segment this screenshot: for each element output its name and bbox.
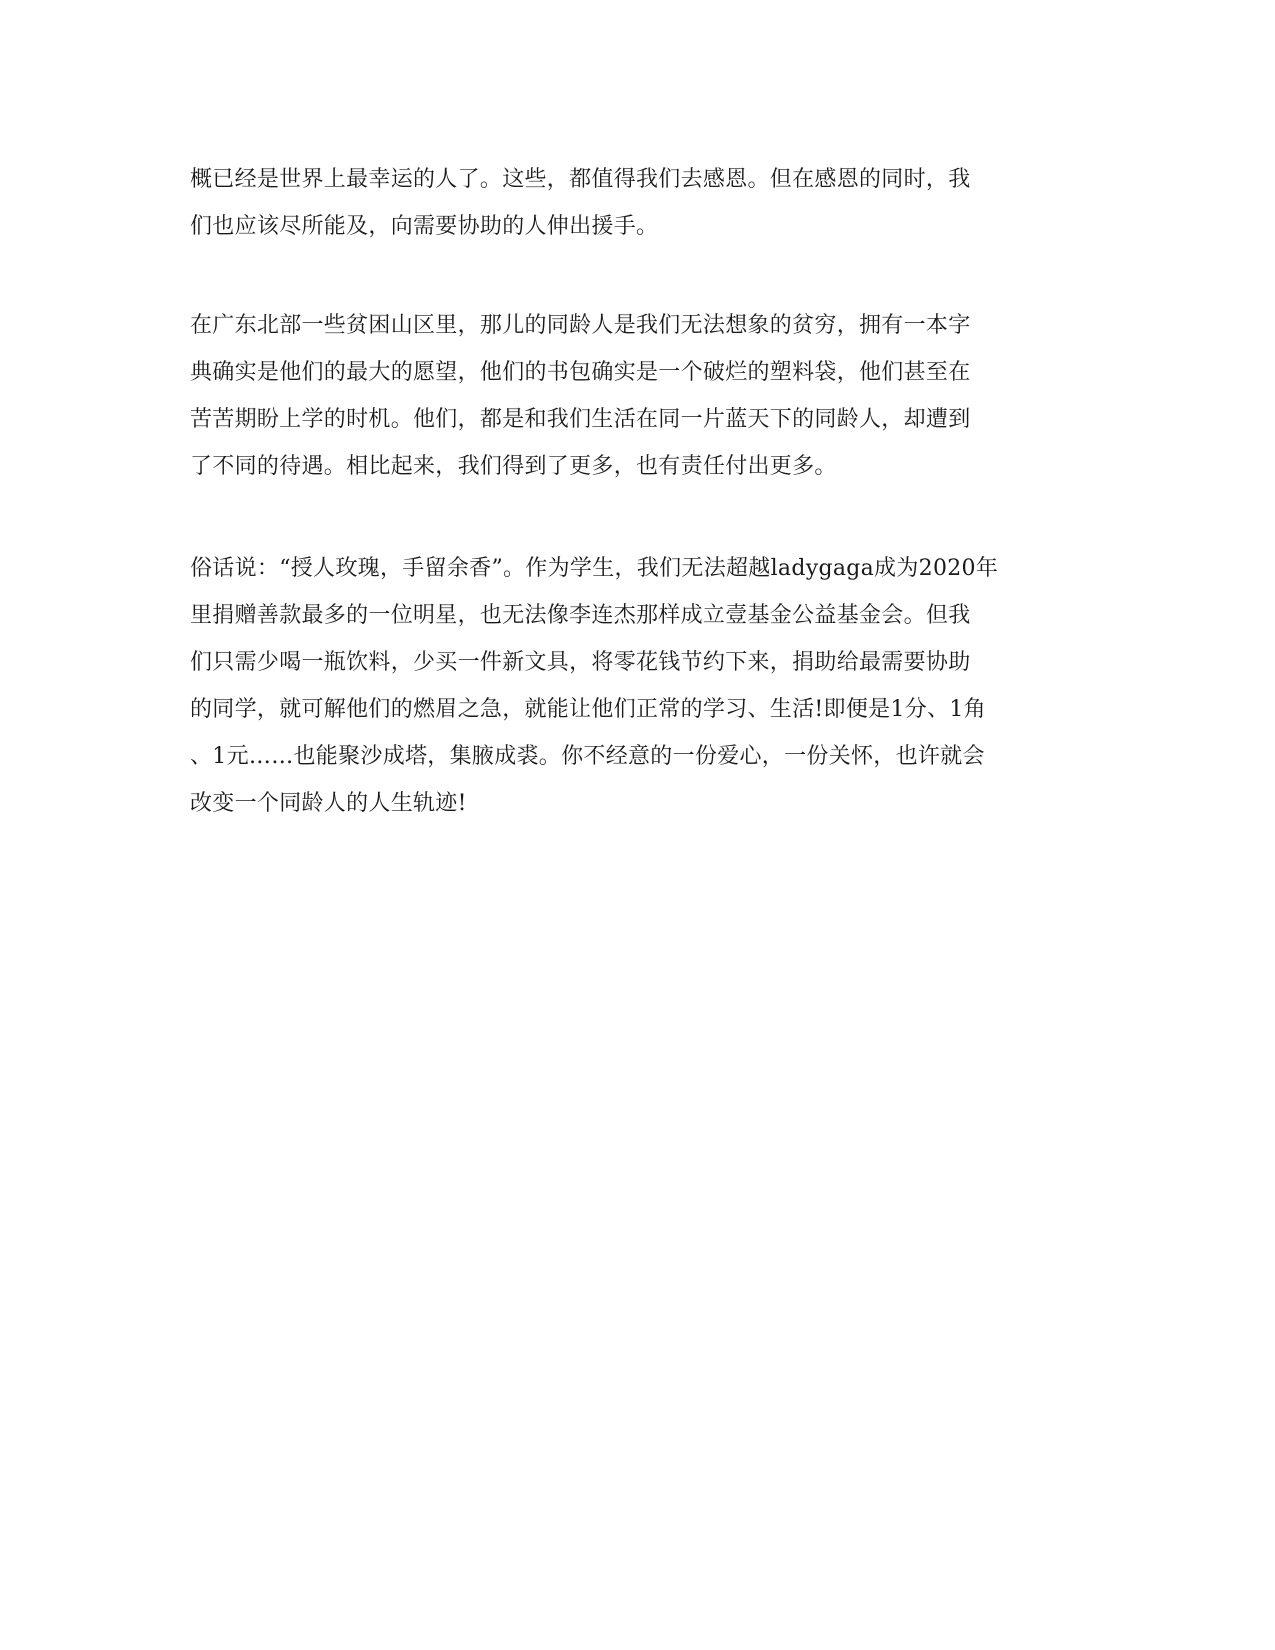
text-line: 俗话说：“授人玫瑰，手留余香”。作为学生，我们无法超越ladygaga成为2020年 [190, 556, 999, 581]
text-line: 们只需少喝一瓶饮料，少买一件新文具，将零花钱节约下来，捐助给最需要协助 [190, 650, 971, 675]
text-line: 们也应该尽所能及，向需要协助的人伸出援手。 [190, 214, 659, 239]
paragraph-donation [190, 545, 1090, 827]
text-line: 了不同的待遇。相比起来，我们得到了更多，也有责任付出更多。 [190, 454, 837, 479]
text-line: 苦苦期盼上学的时机。他们，都是和我们生活在同一片蓝天下的同龄人，却遭到 [190, 407, 971, 432]
text-line: 的同学，就可解他们的燃眉之急，就能让他们正常的学习、生活!即便是1分、1角 [190, 697, 986, 722]
text-line: 在广东北部一些贫困山区里，那儿的同龄人是我们无法想象的贫穷，拥有一本字 [190, 313, 971, 338]
text-line: 里捐赠善款最多的一位明星，也无法像李连杰那样成立壹基金公益基金会。但我 [190, 603, 971, 628]
text-line: 概已经是世界上最幸运的人了。这些，都值得我们去感恩。但在感恩的同时，我 [190, 167, 971, 192]
paragraph-gratitude [190, 156, 1090, 250]
text-line: 、1元……也能聚沙成塔，集腋成裘。你不经意的一份爱心，一份关怀，也许就会 [190, 744, 985, 769]
text-line: 改变一个同龄人的人生轨迹! [190, 791, 467, 816]
text-line: 典确实是他们的最大的愿望，他们的书包确实是一个破烂的塑料袋，他们甚至在 [190, 360, 971, 385]
paragraph-poverty [190, 302, 1090, 490]
